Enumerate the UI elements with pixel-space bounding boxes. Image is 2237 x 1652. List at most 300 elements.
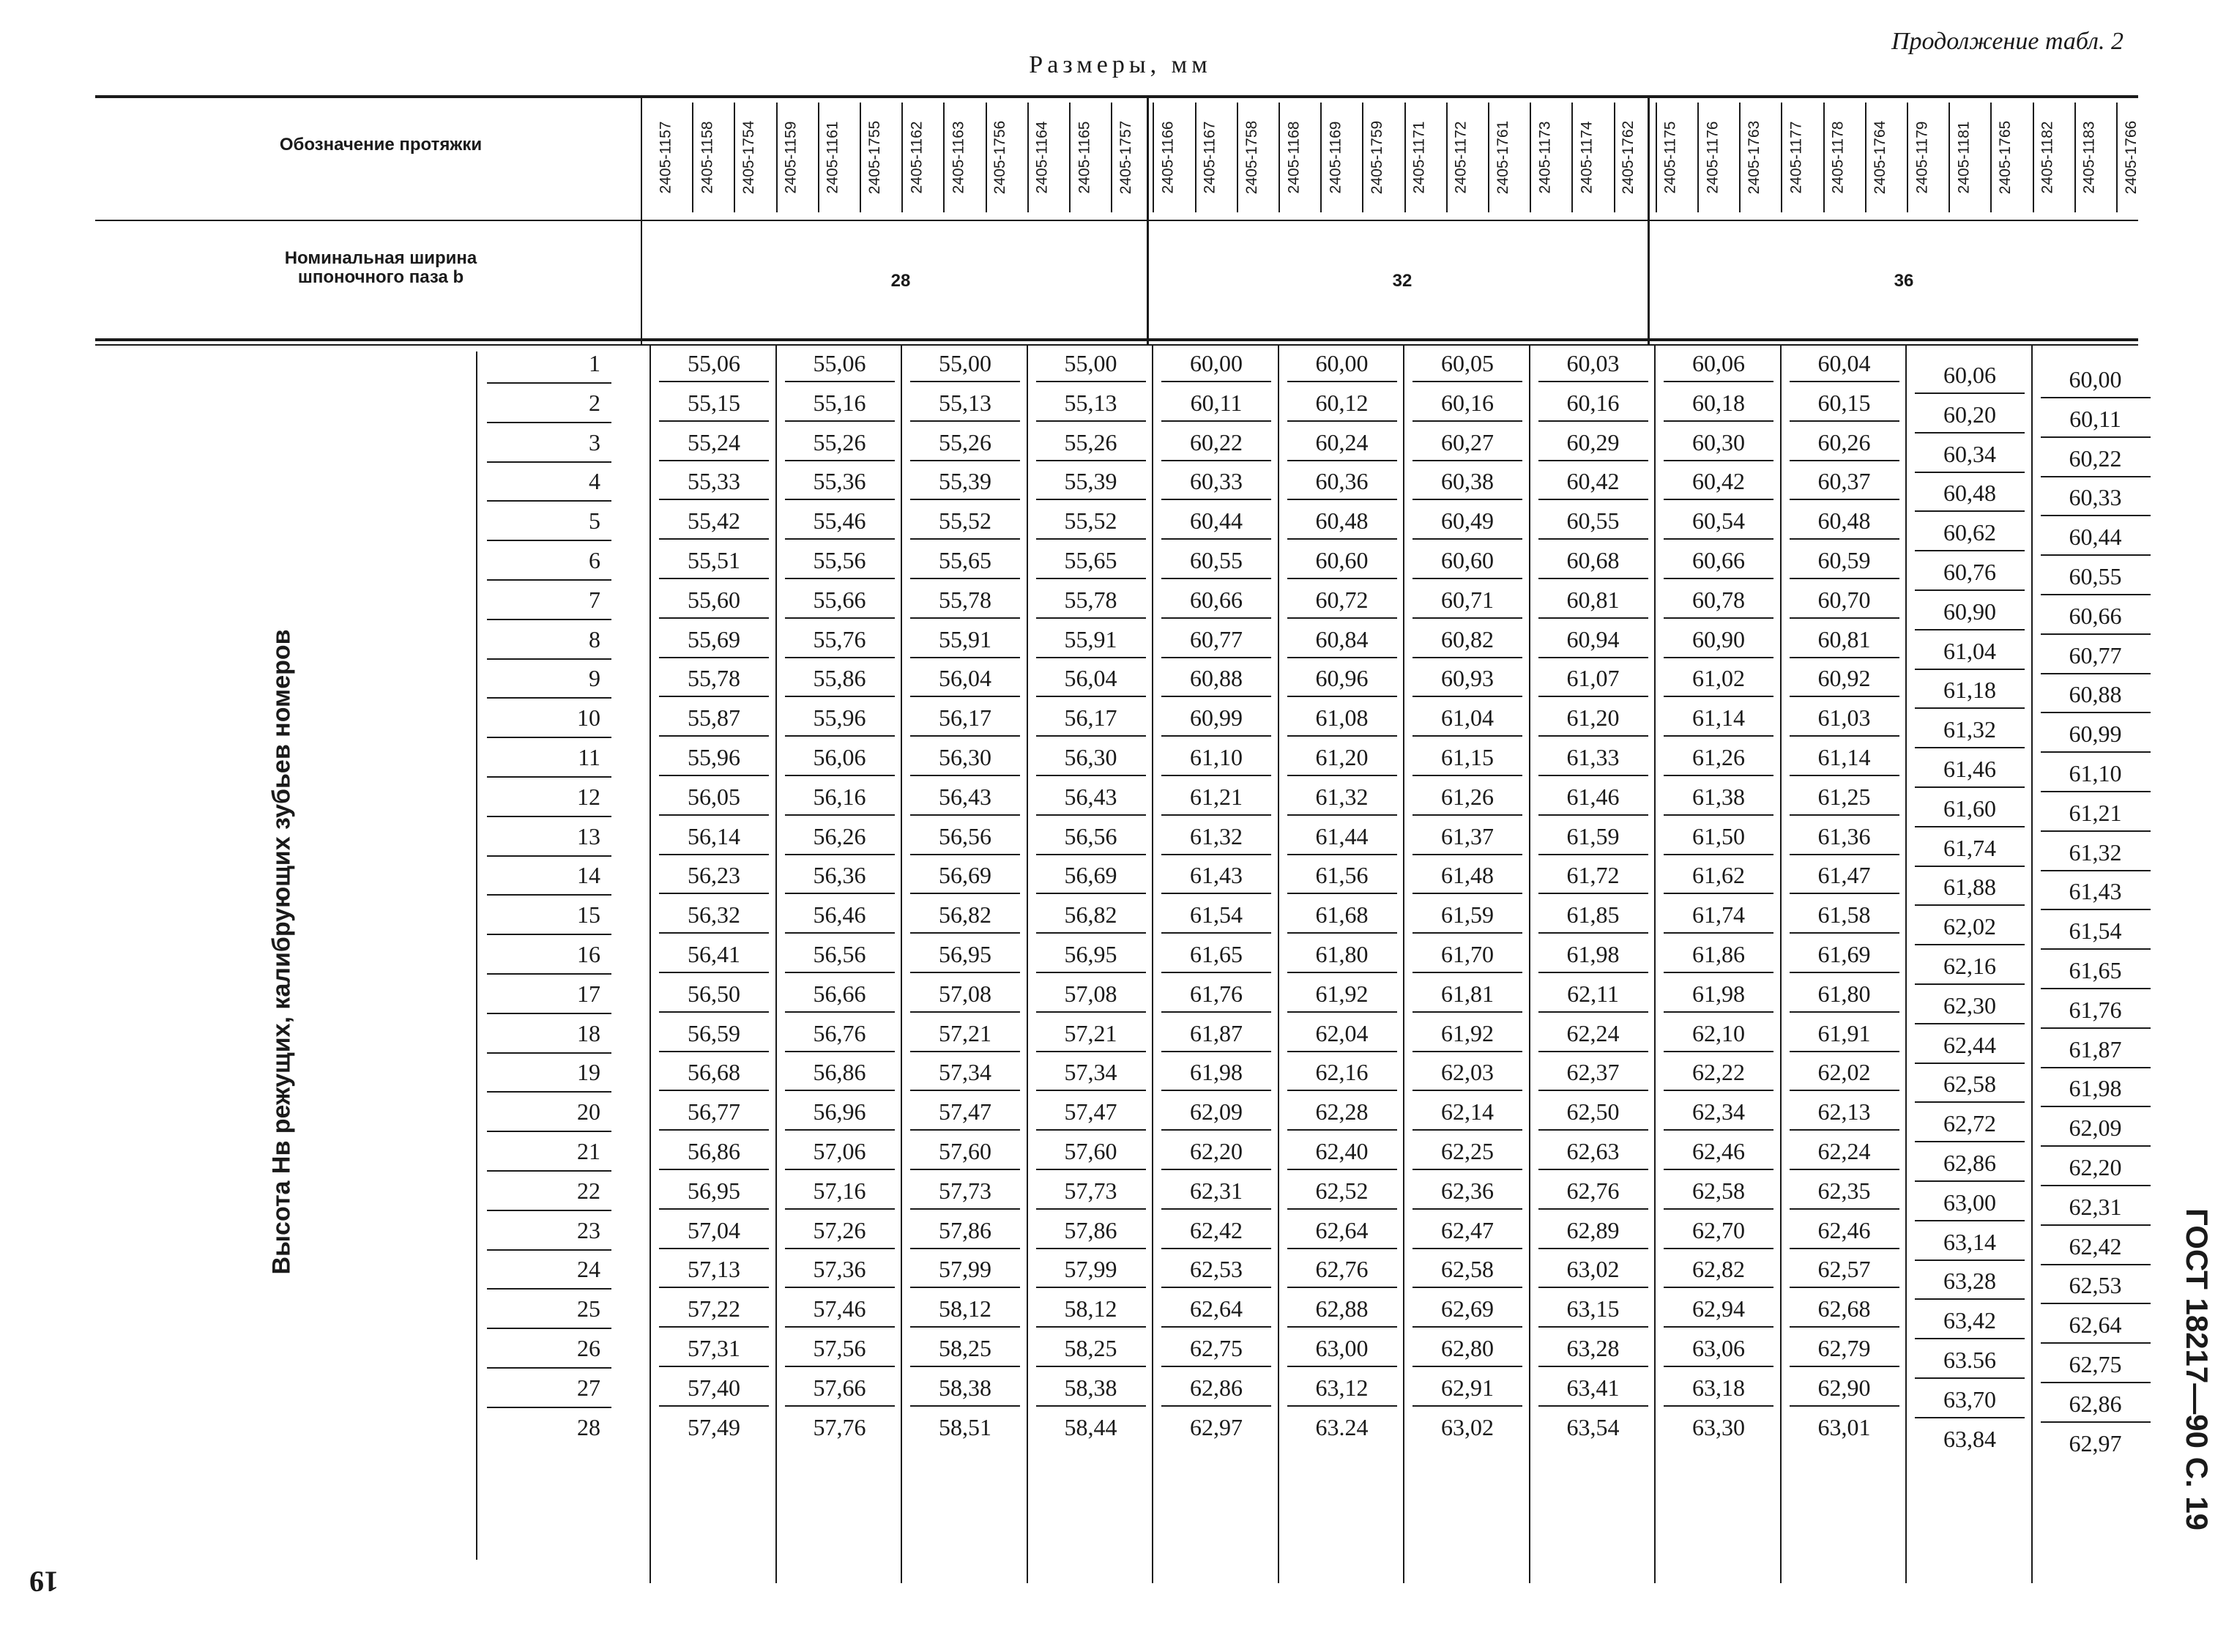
height-value: 60,11	[1190, 389, 1243, 416]
cell-underline	[1161, 893, 1271, 894]
height-value: 62,02	[1943, 913, 1996, 940]
broach-code-text: 2405-1757	[1117, 120, 1135, 195]
height-value: 60,15	[1817, 389, 1871, 416]
cell-underline	[2041, 1067, 2151, 1068]
height-value: 62,97	[2069, 1429, 2122, 1456]
height-value: 60,22	[1190, 428, 1243, 455]
code-separator	[901, 103, 903, 212]
height-value: 56,43	[939, 783, 991, 810]
height-value: 60,60	[1315, 547, 1369, 573]
cell-underline	[1664, 1051, 1773, 1052]
cell-underline	[2041, 791, 2151, 792]
cell-underline	[659, 617, 769, 619]
height-value: 57,86	[939, 1216, 991, 1243]
cell-underline	[1790, 617, 1899, 619]
cell-underline	[659, 932, 769, 934]
height-value: 61,62	[1692, 862, 1745, 889]
broach-code-text: 2405-1161	[824, 121, 841, 194]
row-rule	[487, 1367, 611, 1369]
header-bottom-rule	[95, 338, 2138, 341]
cell-underline	[785, 617, 895, 619]
cell-underline	[910, 1287, 1020, 1288]
height-value: 60,77	[2069, 641, 2122, 669]
height-value: 63,84	[1943, 1425, 1996, 1452]
cell-underline	[1538, 1090, 1648, 1091]
cell-underline	[1036, 696, 1146, 697]
height-value: 61,59	[1441, 901, 1494, 929]
height-value: 61,87	[1190, 1019, 1243, 1046]
cell-underline	[1790, 1248, 1899, 1249]
cell-underline	[2041, 1303, 2151, 1304]
height-value: 61,80	[1817, 980, 1871, 1007]
cell-underline	[1161, 499, 1271, 500]
broach-code	[1828, 103, 1850, 212]
broach-code-text: 2405-1766	[2123, 120, 2140, 195]
height-value: 61,92	[1441, 1019, 1494, 1046]
cell-underline	[1790, 932, 1899, 934]
height-value: 61,21	[2069, 799, 2122, 826]
height-value: 61,46	[1566, 783, 1620, 810]
broach-code-text: 2405-1159	[782, 121, 800, 194]
cell-underline	[1538, 538, 1648, 540]
tooth-number: 3	[589, 428, 600, 455]
height-value: 62,31	[2069, 1193, 2122, 1220]
height-value: 63,42	[1943, 1307, 1996, 1334]
row-rule	[487, 816, 611, 817]
cell-underline	[1915, 472, 2025, 473]
cell-underline	[910, 814, 1020, 816]
cell-underline	[1287, 499, 1397, 500]
code-separator	[986, 103, 987, 212]
cell-underline	[1664, 735, 1773, 737]
cell-underline	[659, 1169, 769, 1170]
cell-underline	[1915, 1220, 2025, 1221]
cell-underline	[1790, 814, 1899, 816]
height-value: 61,54	[2069, 918, 2122, 945]
row-number-column-line	[476, 351, 477, 1560]
height-value: 63.24	[1315, 1413, 1369, 1440]
height-value: 61,26	[1692, 744, 1745, 770]
tooth-number: 23	[577, 1216, 600, 1243]
cell-underline	[1538, 1129, 1648, 1131]
height-value: 57,34	[939, 1059, 991, 1086]
height-value: 62,47	[1441, 1216, 1494, 1243]
cell-underline	[785, 578, 895, 579]
height-value: 57,60	[939, 1138, 991, 1164]
height-value: 63,02	[1441, 1413, 1494, 1440]
height-value: 61,25	[1817, 783, 1871, 810]
height-value: 62,20	[2069, 1154, 2122, 1180]
height-value: 61,21	[1190, 783, 1243, 810]
height-value: 62,02	[1817, 1059, 1871, 1086]
cell-underline	[1790, 499, 1899, 500]
code-separator	[860, 103, 861, 212]
height-value: 61,33	[1566, 744, 1620, 770]
cell-underline	[1161, 1287, 1271, 1288]
cell-underline	[1664, 893, 1773, 894]
cell-underline	[1790, 1011, 1899, 1013]
height-value: 60,48	[1943, 480, 1996, 507]
cell-underline	[1161, 696, 1271, 697]
height-value: 60,33	[1190, 468, 1243, 495]
height-value: 62,35	[1817, 1177, 1871, 1204]
cell-underline	[1790, 1366, 1899, 1367]
broach-code	[1032, 103, 1054, 212]
header-left-column-border	[641, 95, 642, 344]
height-value: 61,32	[1943, 716, 1996, 743]
code-separator	[1781, 103, 1782, 212]
height-value: 62,22	[1692, 1059, 1745, 1086]
column-separator	[1027, 346, 1028, 1583]
broach-code	[1492, 103, 1514, 212]
height-value: 60,68	[1566, 547, 1620, 573]
broach-code	[738, 103, 760, 212]
cell-underline	[785, 499, 895, 500]
height-value: 61,03	[1817, 704, 1871, 732]
cell-underline	[1790, 735, 1899, 737]
cell-underline	[1790, 578, 1899, 579]
cell-underline	[1664, 932, 1773, 934]
height-value: 63,01	[1817, 1413, 1871, 1440]
height-value: 61,10	[2069, 760, 2122, 786]
height-value: 55,91	[939, 625, 991, 652]
broach-code-text: 2405-1764	[1871, 120, 1888, 195]
cell-underline	[910, 1208, 1020, 1210]
height-value: 61,14	[1692, 704, 1745, 732]
height-value: 60,70	[1817, 586, 1871, 613]
height-value: 61,98	[1190, 1059, 1243, 1086]
height-value: 60,55	[2069, 563, 2122, 589]
height-value: 62,34	[1692, 1098, 1745, 1125]
cell-underline	[2041, 673, 2151, 674]
broach-code-text: 2405-1165	[1076, 121, 1093, 194]
cell-underline	[1790, 1051, 1899, 1052]
height-value: 62,64	[1190, 1295, 1243, 1322]
height-value: 60,16	[1566, 389, 1620, 416]
height-value: 60,60	[1441, 547, 1494, 573]
cell-underline	[910, 1248, 1020, 1249]
height-value: 56,04	[1064, 665, 1117, 692]
cell-underline	[1287, 854, 1397, 855]
height-value: 58,38	[1064, 1374, 1117, 1401]
cell-underline	[2041, 1421, 2151, 1423]
cell-underline	[785, 657, 895, 658]
cell-underline	[659, 1326, 769, 1328]
code-separator	[1739, 103, 1741, 212]
height-value: 56,05	[688, 783, 740, 810]
height-value: 62,63	[1566, 1138, 1620, 1164]
broach-code-text: 2405-1754	[740, 120, 758, 195]
cell-underline	[2041, 712, 2151, 713]
height-value: 61,65	[2069, 957, 2122, 983]
height-value: 62,36	[1441, 1177, 1494, 1204]
cell-underline	[1664, 499, 1773, 500]
height-value: 56,68	[688, 1059, 740, 1086]
row-rule	[487, 1170, 611, 1172]
height-value: 60,66	[1190, 586, 1243, 613]
broach-code-text: 2405-1759	[1369, 120, 1386, 195]
cell-underline	[2041, 594, 2151, 595]
height-value: 60,59	[1817, 547, 1871, 573]
code-separator	[1697, 103, 1699, 212]
cell-underline	[1412, 1129, 1522, 1131]
cell-underline	[1664, 381, 1773, 382]
row-rule	[487, 1091, 611, 1093]
cell-underline	[1036, 420, 1146, 422]
cell-underline	[659, 735, 769, 737]
continuation-caption: Продолжение табл. 2	[1891, 28, 2124, 55]
height-value: 62,97	[1190, 1413, 1243, 1440]
cell-underline	[1790, 854, 1899, 855]
cell-underline	[1412, 1011, 1522, 1013]
height-value: 61,98	[1566, 941, 1620, 967]
tooth-number: 27	[577, 1374, 600, 1401]
height-value: 56,30	[939, 744, 991, 770]
height-value: 55,13	[1064, 389, 1117, 416]
height-value: 56,95	[688, 1177, 740, 1204]
height-value: 61,44	[1315, 822, 1369, 849]
cell-underline	[910, 420, 1020, 422]
cell-underline	[785, 932, 895, 934]
height-value: 62,86	[2069, 1390, 2122, 1417]
cell-underline	[910, 854, 1020, 855]
cell-underline	[1664, 1405, 1773, 1407]
broach-code	[1576, 103, 1598, 212]
cell-underline	[1915, 944, 2025, 945]
sizes-caption: Размеры, мм	[1029, 51, 1212, 78]
cell-underline	[1161, 1326, 1271, 1328]
cell-underline	[785, 1129, 895, 1131]
height-value: 62,25	[1441, 1138, 1494, 1164]
cell-underline	[1915, 1338, 2025, 1339]
cell-underline	[1287, 735, 1397, 737]
cell-underline	[659, 381, 769, 382]
broach-code	[1199, 103, 1221, 212]
cell-underline	[1790, 696, 1899, 697]
height-value: 62,75	[2069, 1351, 2122, 1377]
cell-underline	[1036, 893, 1146, 894]
height-value: 57,47	[939, 1098, 991, 1125]
height-value: 62,37	[1566, 1059, 1620, 1086]
cell-underline	[1664, 1287, 1773, 1288]
height-value: 55,66	[813, 586, 866, 613]
height-value: 57,66	[813, 1374, 866, 1401]
height-value: 61,60	[1943, 795, 1996, 822]
height-value: 60,37	[1817, 468, 1871, 495]
broach-code	[2079, 103, 2101, 212]
height-value: 61,14	[1817, 744, 1871, 770]
cell-underline	[785, 1326, 895, 1328]
cell-underline	[1915, 1260, 2025, 1261]
height-value: 61,48	[1441, 862, 1494, 889]
cell-underline	[1412, 538, 1522, 540]
code-separator	[1278, 103, 1280, 212]
height-value: 55,87	[688, 704, 740, 732]
cell-underline	[1036, 381, 1146, 382]
height-value: 61,47	[1817, 862, 1871, 889]
broach-code	[1911, 103, 1933, 212]
code-separator	[1320, 103, 1322, 212]
cell-underline	[659, 1011, 769, 1013]
broach-code	[1409, 103, 1431, 212]
height-value: 63,70	[1943, 1385, 1996, 1413]
tooth-number: 4	[589, 468, 600, 495]
cell-underline	[910, 775, 1020, 776]
broach-code	[948, 103, 969, 212]
height-value: 61,20	[1315, 744, 1369, 770]
height-value: 60,84	[1315, 625, 1369, 652]
height-value: 55,26	[1064, 428, 1117, 455]
height-value: 60,88	[2069, 681, 2122, 708]
broach-code-text: 2405-1181	[1955, 121, 1973, 194]
height-value: 60,26	[1817, 428, 1871, 455]
broach-code-text: 2405-1162	[908, 121, 926, 194]
cell-underline	[1538, 1405, 1648, 1407]
height-value: 62,03	[1441, 1059, 1494, 1086]
cell-underline	[785, 1287, 895, 1288]
cell-underline	[1161, 538, 1271, 540]
cell-underline	[1036, 657, 1146, 658]
code-separator	[1948, 103, 1950, 212]
cell-underline	[1790, 381, 1899, 382]
height-value: 62,64	[2069, 1311, 2122, 1339]
broach-code	[1743, 103, 1765, 212]
broach-code	[1534, 103, 1556, 212]
cell-underline	[1790, 1129, 1899, 1131]
height-value: 62,89	[1566, 1216, 1620, 1243]
height-value: 55,78	[688, 665, 740, 692]
tooth-number: 14	[577, 862, 600, 889]
cell-underline	[1538, 420, 1648, 422]
height-value: 62,09	[1190, 1098, 1243, 1125]
cell-underline	[1161, 578, 1271, 579]
code-separator	[776, 103, 778, 212]
cell-underline	[2041, 1185, 2151, 1186]
height-value: 60,66	[1692, 547, 1745, 573]
height-value: 56,66	[813, 980, 866, 1007]
cell-underline	[1915, 747, 2025, 748]
cell-underline	[1412, 893, 1522, 894]
cell-underline	[1287, 1287, 1397, 1288]
height-value: 61,85	[1566, 901, 1620, 929]
cell-underline	[910, 1051, 1020, 1052]
nominal-width-label: Номинальная ширина шпоночного паза b	[284, 248, 477, 287]
cell-underline	[1161, 775, 1271, 776]
row-rule	[487, 1052, 611, 1054]
broach-code-text: 2405-1172	[1452, 121, 1470, 194]
cell-underline	[659, 1129, 769, 1131]
code-separator	[2033, 103, 2034, 212]
height-value: 57,22	[688, 1295, 740, 1322]
cell-underline	[1036, 972, 1146, 973]
height-value: 61,54	[1190, 901, 1243, 929]
height-value: 63,28	[1566, 1335, 1620, 1361]
cell-underline	[785, 1405, 895, 1407]
height-value: 55,13	[939, 389, 991, 416]
cell-underline	[910, 1366, 1020, 1367]
cell-underline	[1664, 814, 1773, 816]
height-value: 57,06	[813, 1138, 866, 1164]
height-value: 60,27	[1441, 428, 1494, 455]
cell-underline	[1790, 972, 1899, 973]
cell-underline	[1538, 1208, 1648, 1210]
code-separator	[1069, 103, 1071, 212]
height-value: 60,49	[1441, 507, 1494, 535]
cell-underline	[1538, 499, 1648, 500]
height-value: 61,36	[1817, 822, 1871, 849]
cell-underline	[1412, 1366, 1522, 1367]
broach-code	[990, 103, 1012, 212]
height-value: 55,78	[939, 586, 991, 613]
height-value: 56,77	[688, 1098, 740, 1125]
cell-underline	[1412, 1169, 1522, 1170]
cell-underline	[910, 893, 1020, 894]
broach-code	[1283, 103, 1305, 212]
broach-code-text: 2405-1171	[1410, 121, 1428, 194]
broach-code	[1115, 103, 1137, 212]
cell-underline	[1412, 735, 1522, 737]
cell-underline	[1664, 1129, 1773, 1131]
height-value: 56,06	[813, 744, 866, 770]
height-value: 62,90	[1817, 1374, 1871, 1401]
height-value: 60,04	[1817, 350, 1871, 376]
cell-underline	[1036, 814, 1146, 816]
height-value: 55,78	[1064, 586, 1117, 613]
height-value: 56,32	[688, 901, 740, 929]
cell-underline	[1664, 617, 1773, 619]
cell-underline	[659, 1090, 769, 1091]
height-value: 61,43	[1190, 862, 1243, 889]
cell-underline	[1287, 1011, 1397, 1013]
height-value: 61,58	[1817, 901, 1871, 929]
cell-underline	[1915, 983, 2025, 985]
cell-underline	[1664, 538, 1773, 540]
column-separator	[1278, 346, 1279, 1583]
height-value: 56,50	[688, 980, 740, 1007]
cell-underline	[1538, 735, 1648, 737]
height-value: 62,14	[1441, 1098, 1494, 1125]
height-value: 57,99	[939, 1256, 991, 1283]
height-value: 61,32	[1190, 822, 1243, 849]
tooth-number: 28	[577, 1413, 600, 1440]
height-value: 58,25	[939, 1335, 991, 1361]
cell-underline	[1287, 1169, 1397, 1170]
cell-underline	[1287, 696, 1397, 697]
cell-underline	[1161, 854, 1271, 855]
height-value: 60,99	[2069, 721, 2122, 748]
cell-underline	[1915, 866, 2025, 867]
cell-underline	[1161, 1090, 1271, 1091]
cell-underline	[1036, 1011, 1146, 1013]
height-value: 62,58	[1441, 1256, 1494, 1283]
column-separator	[1403, 346, 1404, 1583]
tooth-number: 6	[589, 547, 600, 573]
height-value: 61,91	[1817, 1019, 1871, 1046]
cell-underline	[2041, 397, 2151, 398]
height-value: 60,18	[1692, 389, 1745, 416]
height-value: 55,96	[688, 744, 740, 770]
cell-underline	[1036, 1405, 1146, 1407]
broach-code	[781, 103, 803, 212]
height-value: 61,72	[1566, 862, 1620, 889]
code-separator	[1530, 103, 1531, 212]
cell-underline	[910, 1405, 1020, 1407]
broach-code-text: 2405-1762	[1620, 120, 1637, 195]
broach-code	[1869, 103, 1891, 212]
cell-underline	[1036, 460, 1146, 461]
cell-underline	[1287, 381, 1397, 382]
cell-underline	[910, 617, 1020, 619]
